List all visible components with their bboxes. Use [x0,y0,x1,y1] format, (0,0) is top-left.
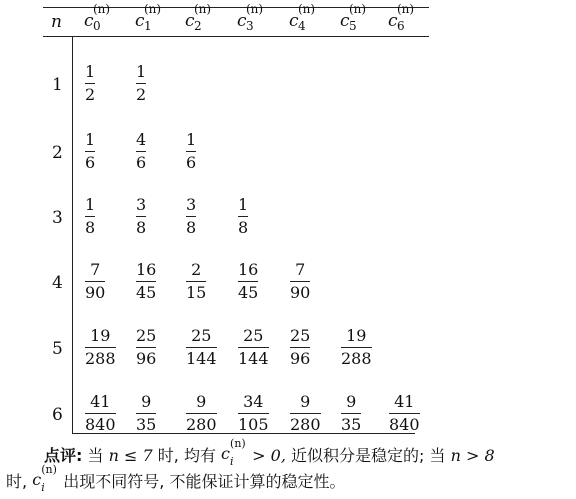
table-cell: 1 2 [136,62,147,104]
note-text-1b: 时, 均有 [157,446,216,465]
table-cell: 25 96 [290,326,311,368]
note-text-1a: 当 [87,446,104,465]
note-text-2b: 出现不同符号, 不能保证计算的稳定性。 [63,472,346,491]
table-cell: 3 8 [186,195,197,237]
table-cell: 9 35 [341,392,362,434]
table-cell: 19 288 [341,326,372,368]
table-cell: 1 2 [85,62,96,104]
table-cell: 19 288 [85,326,116,368]
coefficient-symbol: c (n) i [32,463,57,494]
coefficient-header-2: c (n) 2 [185,2,212,33]
table-cell: 16 45 [238,260,259,302]
coefficient-header-6: c (n) 6 [388,2,415,33]
table-cell: 7 90 [290,260,311,302]
table-cell: 3 8 [136,195,147,237]
coefficient-header-1: c (n) 1 [135,2,162,33]
row-label-4: 5 [52,339,63,359]
note-condition-2: > 0, [252,446,286,465]
table-cell: 9 280 [290,392,321,434]
table-cell: 41 840 [85,392,116,434]
table-cell: 1 6 [186,130,197,172]
table-cell: 7 90 [85,260,106,302]
coefficient-header-5: c (n) 5 [340,2,367,33]
table-cell: 9 35 [136,392,157,434]
row-label-1: 2 [52,143,63,163]
table-cell: 1 6 [85,130,96,172]
n-column-header: n [51,12,62,32]
note-label: 点评: [44,446,83,465]
table-cell: 16 45 [136,260,157,302]
row-label-5: 6 [52,405,63,425]
table-cell: 2 15 [186,260,207,302]
table-cell: 25 96 [136,326,157,368]
coefficient-header-3: c (n) 3 [237,2,264,33]
coefficient-header-0: c (n) 0 [84,2,111,33]
coefficient-header-4: c (n) 4 [289,2,316,33]
note-condition-3: n > 8 [450,446,495,465]
note-line-2 [6,463,346,494]
note-line-1 [44,437,495,468]
note-text-2a: 时, [6,472,28,491]
row-label-3: 4 [52,273,63,293]
table-cell: 1 8 [238,195,249,237]
table-header-rule [43,36,429,37]
note-text-1c: 近似积分是稳定的; 当 [291,446,446,465]
table-cell: 4 6 [136,130,147,172]
row-label-0: 1 [52,75,63,95]
table-vertical-rule [72,36,73,434]
table-cell: 1 8 [85,195,96,237]
row-label-2: 3 [52,208,63,228]
table-cell: 41 840 [389,392,420,434]
table-cell: 25 144 [186,326,217,368]
table-cell: 9 280 [186,392,217,434]
table-cell: 25 144 [238,326,269,368]
note-condition-1: n ≤ 7 [108,446,153,465]
coefficient-symbol: c (n) i [221,437,246,468]
table-cell: 34 105 [238,392,269,434]
